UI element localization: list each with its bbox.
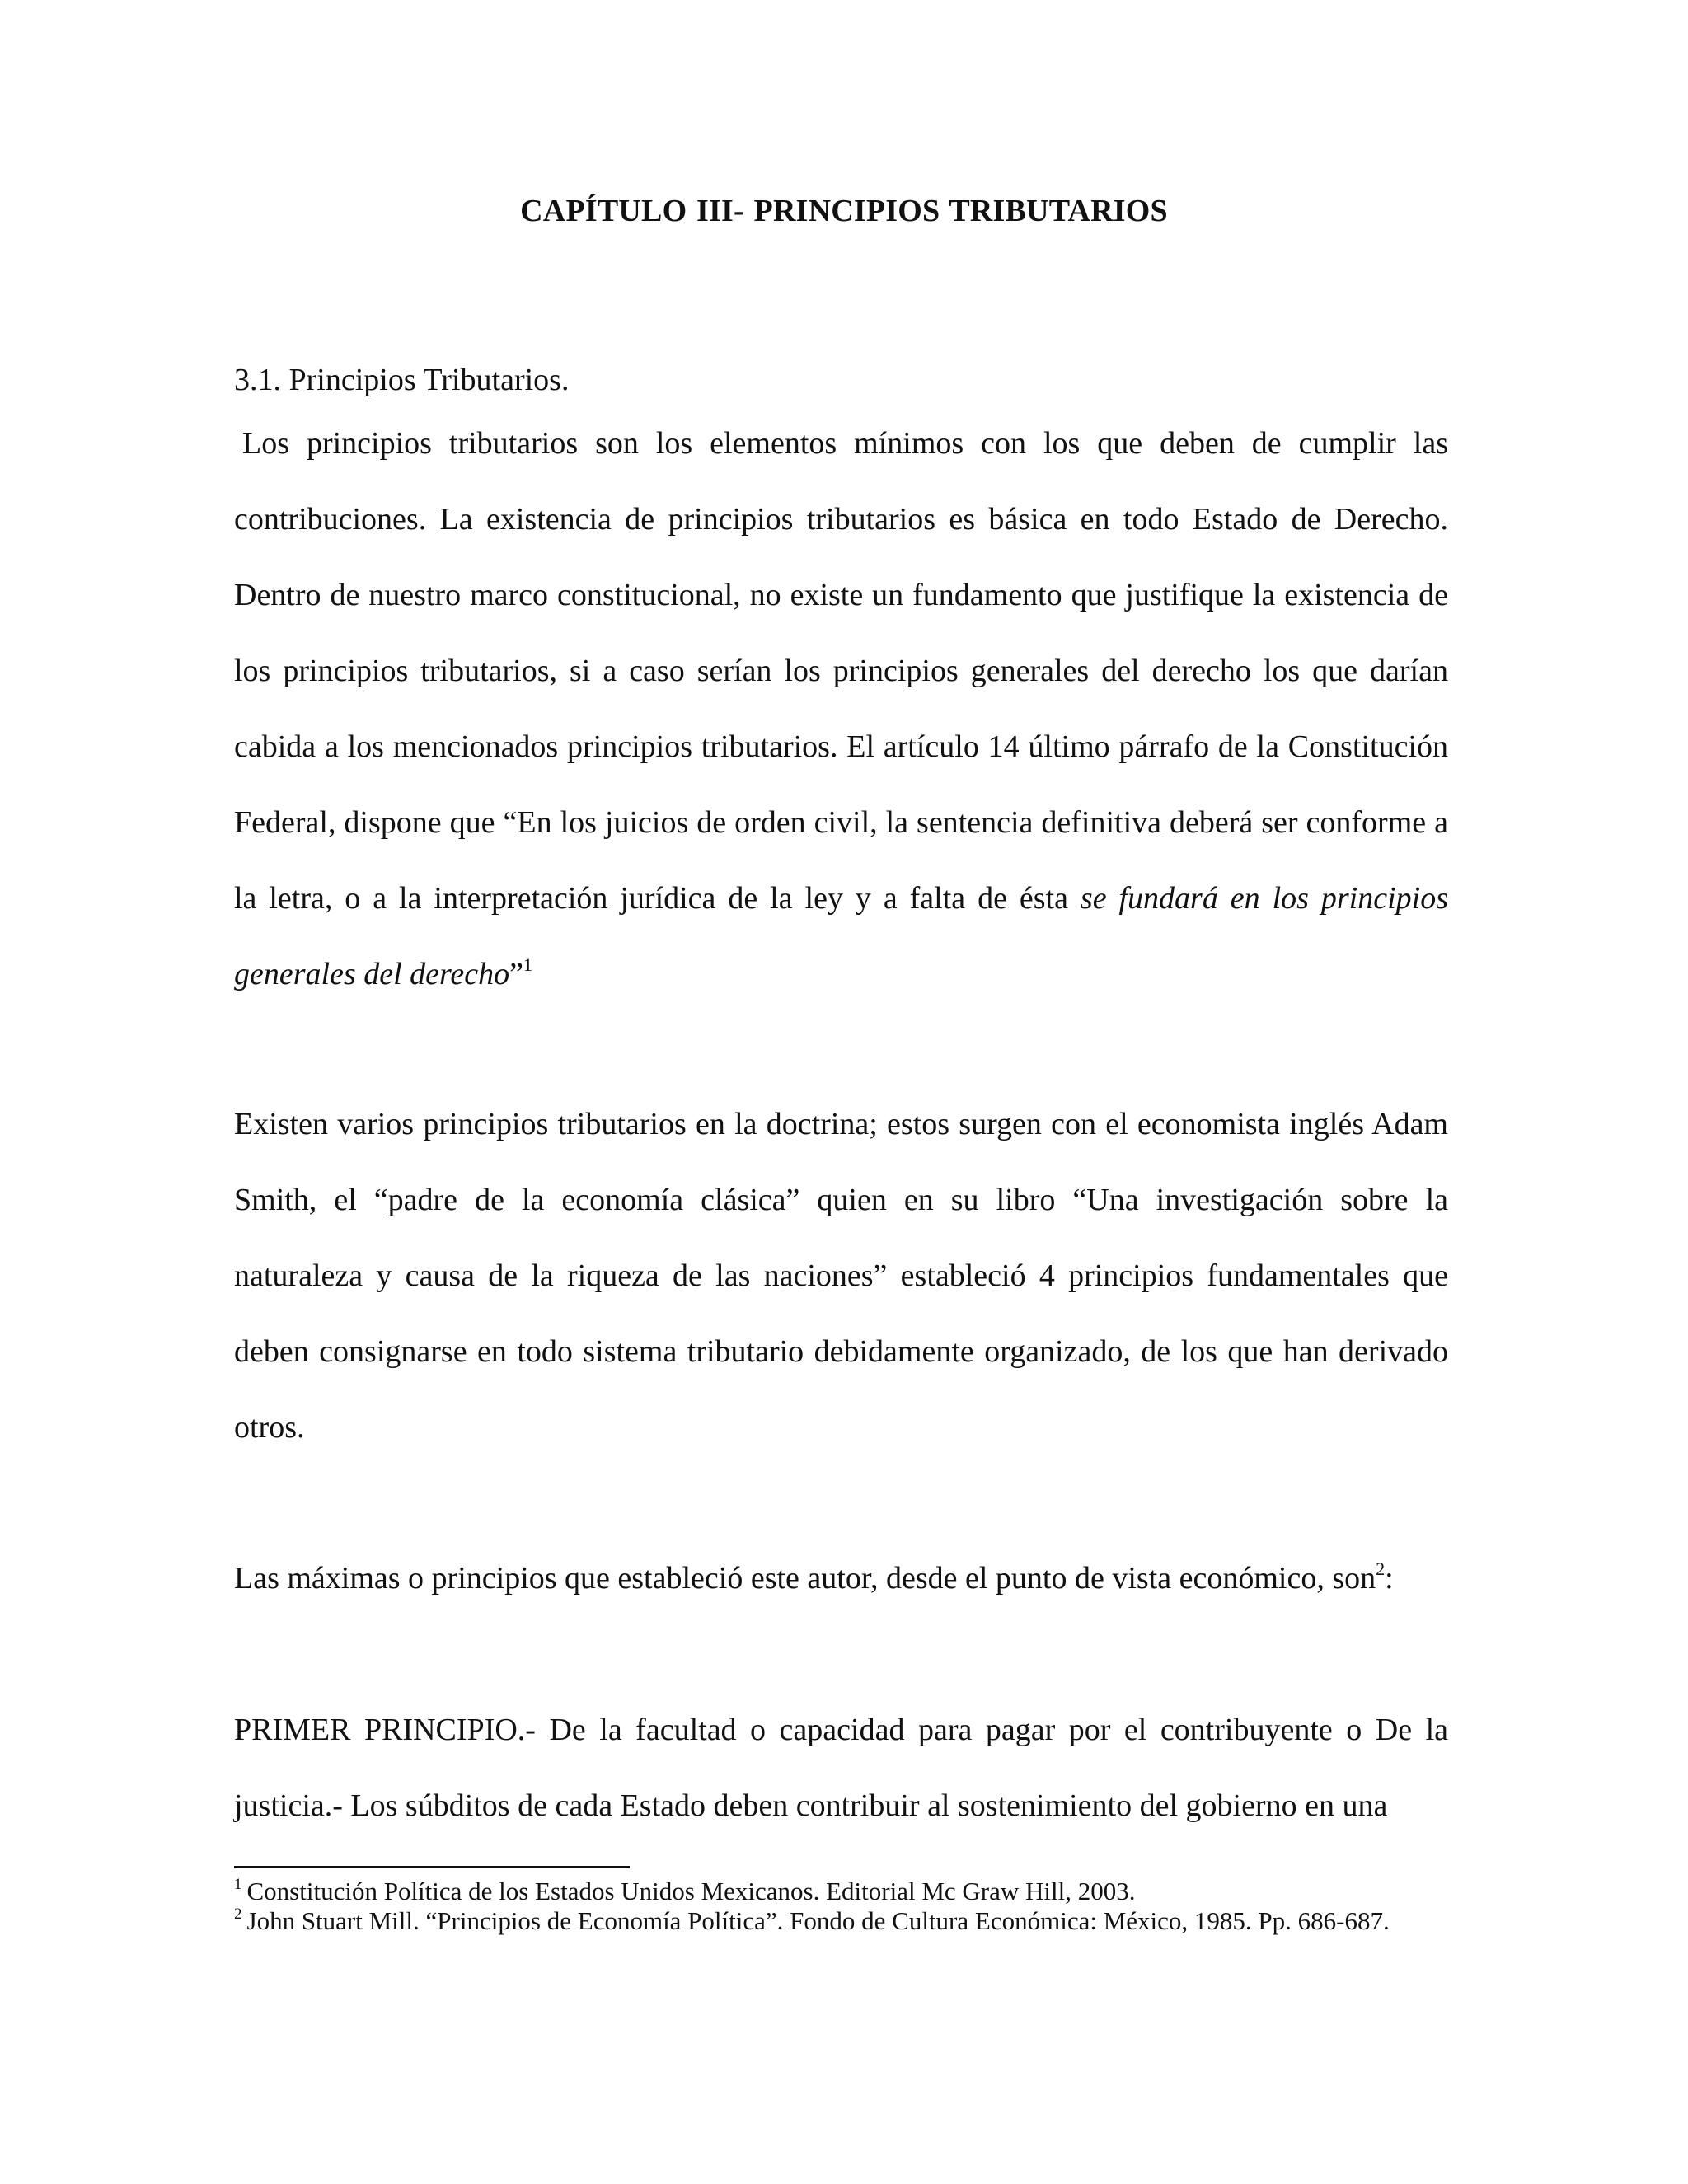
footnotes bbox=[234, 1877, 1448, 1936]
paragraph-primer-principio: PRIMER PRINCIPIO.- De la facultad o capacidad para pagar por el contribuyente o De la justicia.- Los súbditos de cada Estado deben contribuir al sostenimiento del gobierno en una bbox=[234, 1713, 1448, 1823]
footnote-2 bbox=[234, 1906, 1448, 1936]
paragraph-maximas bbox=[234, 1540, 1448, 1616]
paragraph-suffix: : bbox=[1385, 1561, 1394, 1596]
footnote-text: John Stuart Mill. “Principios de Economía Política”. Fondo de Cultura Económica: México, 1985. Pp. 686-687. bbox=[246, 1906, 1390, 1935]
paragraph-text: Las máximas o principios que estableció este autor, desde el punto de vista económico, son bbox=[234, 1561, 1376, 1596]
chapter-title: CAPÍTULO III- PRINCIPIOS TRIBUTARIOS bbox=[520, 194, 1168, 228]
paragraph-adam-smith: Existen varios principios tributarios en la doctrina; estos surgen con el economista inglés Adam Smith, el “padre de la economía clásica” quien en su libro “Una investigación sobre la naturaleza y causa de la riqueza de las naciones” estableció 4 principios fundamentales que deben consignarse en todo sistema tributario debidamente organizado, de los que han derivado otros. bbox=[234, 1107, 1448, 1445]
footnote-text: Constitución Política de los Estados Unidos Mexicanos. Editorial Mc Graw Hill, 2003. bbox=[246, 1877, 1136, 1905]
footnote-1 bbox=[234, 1877, 1448, 1906]
footnote-divider bbox=[234, 1866, 630, 1868]
closing-quote: ” bbox=[509, 957, 524, 991]
paragraph-text: Los principios tributarios son los elementos mínimos con los que deben de cumplir las contribuciones. La existencia de principios tributarios es básica en todo Estado de Derecho. Dentro de nuestro marco constitucional, no existe un fundamento que justifique la existencia de los principios tributarios, si a caso serían los principios generales del derecho los que darían cabida a los mencionados principios tributarios. El artículo 14 último párrafo de la Constitución Federal, dispone que “En los juicios de orden civil, la sentencia definitiva deberá ser conforme a la letra, o a la interpretación jurídica de la ley y a falta de ésta bbox=[234, 426, 1448, 916]
paragraph-principios-definicion bbox=[234, 405, 1448, 1012]
footnote-ref-2[interactable]: 2 bbox=[1376, 1558, 1386, 1579]
footnote-number: 2 bbox=[234, 1905, 242, 1923]
italic-quote: se fundará en los principios generales del derecho bbox=[234, 881, 1448, 991]
section-heading: 3.1. Principios Tributarios. bbox=[234, 363, 570, 397]
footnote-number: 1 bbox=[234, 1876, 242, 1893]
footnote-ref-1[interactable]: 1 bbox=[523, 954, 533, 975]
